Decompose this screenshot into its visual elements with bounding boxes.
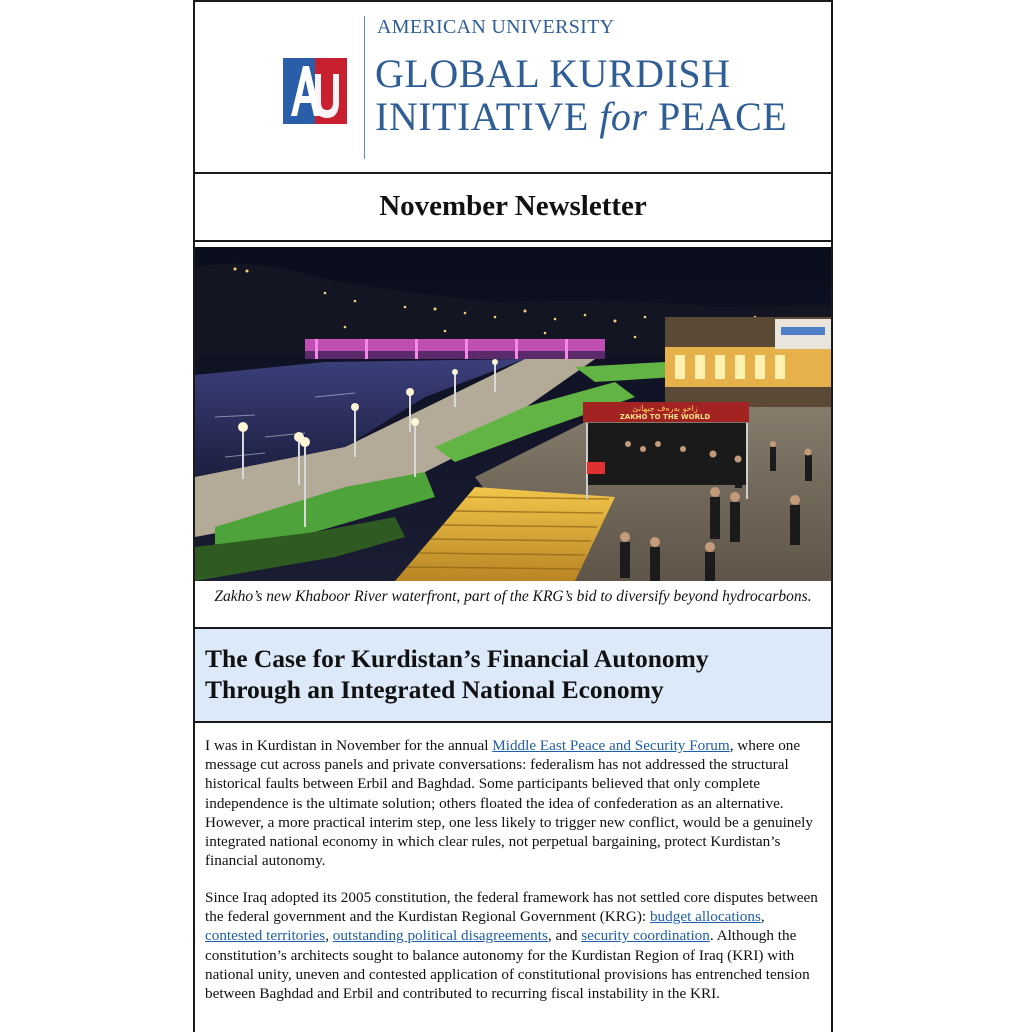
- headline-banner: [195, 627, 831, 723]
- security-coordination-link[interactable]: security coordination: [581, 927, 710, 945]
- sign-zakho: ZAKHO TO THE WORLD: [619, 413, 711, 421]
- logo-divider: [364, 16, 365, 159]
- logo-header: [195, 2, 831, 174]
- sign-arabic: زاخو بەرەف جیهانێ: [632, 404, 698, 413]
- au-logo: [283, 58, 347, 124]
- budget-allocations-link[interactable]: budget allocations: [649, 908, 761, 926]
- contested-territories-link[interactable]: contested territories: [205, 927, 326, 945]
- forum-link[interactable]: Middle East Peace and Security Forum: [492, 737, 730, 754]
- university-name: AMERICAN UNIVERSITY: [377, 16, 615, 38]
- newsletter-title: November Newsletter: [379, 190, 647, 222]
- zakho-waterfront-photo: [195, 247, 831, 581]
- political-disagreements-link[interactable]: outstanding political disagreements: [332, 927, 548, 945]
- newsletter-frame: [193, 0, 833, 1032]
- article-paragraph-2: Since Iraq adopted its 2005 constitution, the federal framework has not settled core disputes between the federal government and the Kurdistan Regional Government (KRG): budget allocations, contested territories, outstanding political disagreements, and security coordination. Although the constitution’s architects sought to balance autonomy for the Kurdistan Region of Iraq (KRI) with national unity, uneven and contested application of constitutional provisions has entrenched tension between Baghdad and Erbil and contributed to recurring fiscal instability in the KRI.: [205, 889, 818, 1003]
- initiative-name-line1: GLOBAL KURDISH: [375, 51, 731, 96]
- initiative-name-line2: INITIATIVE for PEACE: [375, 94, 788, 139]
- article-headline: The Case for Kurdistan’s Financial Autonomy Through an Integrated National Economy: [205, 644, 709, 704]
- article-paragraph-1: I was in Kurdistan in November for the annual Middle East Peace and Security Forum, where one message cut across panels and private conversations: federalism has not addressed the structural historical faults between Erbil and Baghdad. Some participants believed that only complete independence is the ultimate solution; others floated the idea of confederation as an alternative. However, a more practical interim step, one less likely to trigger new conflict, would be a genuinely integrated national economy in which clear rules, not perpetual bargaining, protect Kurdistan’s financial autonomy.: [205, 737, 813, 870]
- photo-caption: Zakho’s new Khaboor River waterfront, part of the KRG’s bid to diversify beyond hydrocarbons.: [214, 588, 812, 605]
- title-section: [195, 174, 831, 242]
